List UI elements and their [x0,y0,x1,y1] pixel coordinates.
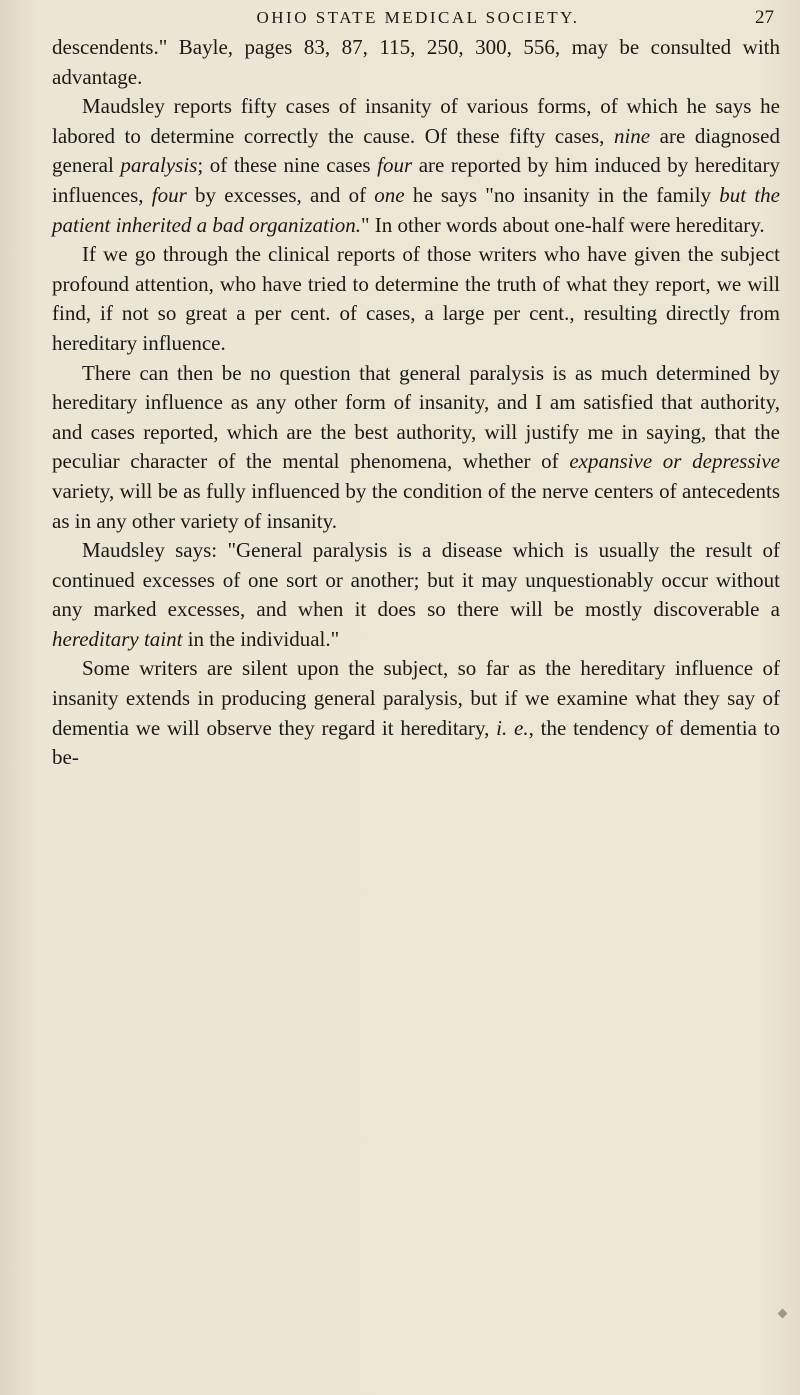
italic-text: hereditary taint [52,626,183,651]
italic-text: paralysis [120,153,198,178]
italic-text: but the patient inherited a bad organization. [52,182,780,237]
text-run: by excesses, and of [186,182,375,207]
italic-text: one [374,182,405,207]
text-run: descendents." Bayle, pages 83, 87, 115, 250, 300, 556, may be consulted with advantage. [52,35,780,89]
italic-text: four [377,153,413,178]
italic-text: i. e. [496,715,529,740]
italic-text: four [151,182,187,207]
text-run: in the individual." [182,626,340,651]
running-head: OHIO STATE MEDICAL SOCIETY. [256,8,580,27]
text-run: variety, will be as fully influenced by the condition of the nerve centers of antecedents as in any other variety of insanity. [52,478,780,533]
text-run: There can then be no question that general paralysis is as much determined by hereditary influence as any other form of insanity, and I am satisfied that authority, and cases reported, which are the best authority, will justify me in saying, that the peculiar character of the mental phenomena, whether of [52,360,780,474]
paragraph [52,33,780,92]
text-run: he says "no insanity in the family [404,182,720,207]
paragraph [52,240,780,358]
text-run: ; of these nine cases [197,153,378,178]
page-number: 27 [755,7,774,28]
text-run: Maudsley says: "General paralysis is a disease which is usually the result of continued excesses of one sort or another; but it may unquestionably occur without any marked excesses, and when it does so there will be mostly discoverable a [52,538,780,622]
body-text [52,33,780,773]
text-run: " In other words about one-half were hereditary. [360,212,765,237]
print-mark [778,1309,788,1319]
text-run: are reported by him induced by hereditary influences, [52,153,780,207]
text-run: are diagnosed general [52,123,780,178]
text-run: Maudsley reports fifty cases of insanity of various forms, of which he says he labored to determine correctly the cause. Of these fifty cases, [52,94,780,148]
text-run: , the tendency of dementia to be- [52,715,781,770]
page-header [60,6,776,30]
paragraph [52,536,780,654]
paragraph [52,359,780,537]
paragraph [52,92,780,240]
paragraph [52,654,780,772]
italic-text: nine [613,123,651,148]
italic-text: expansive or depressive [569,449,780,474]
text-run: Some writers are silent upon the subject, so far as the hereditary influence of insanity extends in producing general paralysis, but if we examine what they say of dementia we will observe they regard it hereditary, [52,656,780,740]
text-run: If we go through the clinical reports of those writers who have given the subject profound attention, who have tried to determine the truth of what they report, we will find, if not so great a per cent. of cases, a large per cent., resulting directly from hereditary influence. [52,242,780,355]
